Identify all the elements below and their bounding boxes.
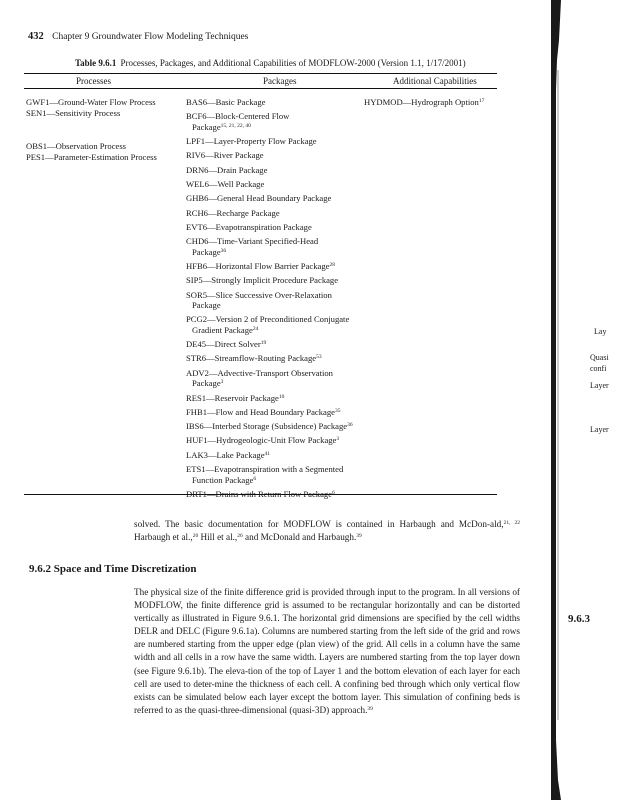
- package-cell: [186, 179, 366, 190]
- para2-ref: 39: [367, 705, 373, 712]
- package-name: EVT6—Evapotranspiration Package: [186, 221, 312, 232]
- process-cell: OBS1—Observation Process: [26, 141, 127, 151]
- package-ref: 19: [260, 340, 267, 347]
- facing-page-fragment: Quasi: [590, 353, 609, 362]
- package-name-continued: Function Package: [192, 474, 254, 485]
- package-line-continued: [186, 325, 366, 336]
- package-ref: 3: [220, 379, 224, 386]
- package-name: ETS1—Evapotranspiration with a Segmented: [186, 464, 344, 475]
- package-name-continued: Package: [192, 121, 221, 132]
- package-line: [186, 193, 366, 204]
- package-line-continued: [186, 122, 366, 133]
- package-line: [186, 208, 366, 219]
- intro-paragraph: [134, 518, 520, 544]
- package-name: ADV2—Advective-Transport Observation: [186, 367, 333, 378]
- package-line: [186, 314, 366, 325]
- column-header-processes: Processes: [76, 76, 111, 86]
- package-line: [186, 179, 366, 190]
- package-name: DRT1—Drains with Return Flow Package: [186, 488, 333, 499]
- package-name-continued: Package: [192, 246, 221, 257]
- table-caption: [75, 58, 466, 68]
- spine-edge: [551, 0, 561, 800]
- package-line-continued: [186, 300, 366, 311]
- package-ref: 10: [278, 393, 285, 400]
- package-name: BCF6—Block-Centered Flow: [186, 111, 290, 122]
- package-ref: 36: [347, 422, 353, 429]
- package-cell: [186, 435, 366, 446]
- page-number: 432: [28, 31, 44, 42]
- facing-page-fragment: confi: [590, 364, 607, 373]
- package-name: HFB6—Horizontal Flow Barrier Package: [186, 260, 330, 271]
- para1-text-3: Hill et al.,: [198, 532, 238, 542]
- para1-ref-2: 20: [192, 533, 199, 539]
- capabilities-column: [364, 97, 504, 108]
- running-title: Chapter 9 Groundwater Flow Modeling Techniques: [52, 32, 249, 42]
- package-name: DRN6—Drain Package: [186, 164, 268, 175]
- facing-page-fragment: Layer: [590, 381, 609, 390]
- package-cell: [186, 165, 366, 176]
- table-header-rule: [24, 88, 497, 89]
- table-caption-label: Table 9.6.1: [75, 58, 117, 68]
- package-name: CHD6—Time-Variant Specified-Head: [186, 236, 319, 247]
- para2-text: The physical size of the finite difference grid is provided through input to the program. In all versions of MODFLOW, the finite difference grid is assumed to be rectangular horizontally and can be distorted vertically as illustrated in Figure 9.6.1. The horizontal grid dimensions are specified by the cell widths DELR and DELC (Figure 9.6.1a). Columns are numbered starting from the left side of the grid and rows are numbered starting from the upper edge (plan view) of the grid. All cells in a column have the same width and all cells in a row have the same width. Layers are numbered starting from the top layer down (see Figure 9.6.1b). The eleva-tion of the top of Layer 1 and the bottom elevation of each layer for each cell are used to deter-mine the thickness of each cell. A confining bed through which only vertical flow exists can be simulated below each layer except the bottom layer. This simulation of confining beds is referred to as the quasi-three-dimensional (quasi-3D) approach.: [134, 587, 520, 715]
- package-name: IBS6—Interbed Storage (Subsidence) Package: [186, 421, 348, 432]
- package-cell: [186, 290, 366, 311]
- package-ref: 41: [264, 450, 271, 457]
- facing-page-fragment: Lay: [594, 327, 607, 336]
- package-line: [186, 353, 366, 364]
- package-name: WEL6—Well Package: [186, 178, 265, 189]
- table-bottom-rule: [24, 494, 497, 495]
- package-line: [186, 435, 366, 446]
- package-name: DE45—Direct Solver: [186, 339, 261, 350]
- table-top-rule: [24, 73, 497, 74]
- package-line: [186, 290, 366, 301]
- package-cell: [186, 150, 366, 161]
- body-paragraph: [134, 586, 520, 717]
- processes-column: [26, 97, 176, 162]
- facing-page-section-number: 9.6.3: [568, 613, 590, 625]
- para1-text-4: and McDonald and Harbaugh.: [242, 532, 357, 542]
- package-ref: 53: [316, 354, 322, 361]
- package-name: STR6—Streamflow-Routing Package: [186, 353, 317, 364]
- package-name: HUF1—Hydrogeologic-Unit Flow Package: [186, 435, 337, 446]
- package-line: [186, 150, 366, 161]
- package-line: [186, 339, 366, 350]
- section-heading: 9.6.2 Space and Time Discretization: [29, 563, 197, 575]
- package-cell: [186, 464, 366, 485]
- package-ref: 36: [220, 247, 227, 254]
- book-spine-shadow: [551, 0, 561, 800]
- packages-column: [186, 97, 366, 503]
- running-header: [28, 31, 248, 42]
- package-cell: [186, 193, 366, 204]
- package-line-continued: [186, 247, 366, 258]
- package-name-continued: Package: [192, 300, 221, 311]
- package-name-continued: Package: [192, 378, 221, 389]
- package-line: [186, 261, 366, 272]
- capability-cell: [364, 97, 504, 108]
- package-cell: [186, 393, 366, 404]
- package-cell: [186, 353, 366, 364]
- package-ref: 28: [329, 261, 335, 268]
- column-header-packages: Packages: [263, 76, 297, 86]
- package-line: [186, 222, 366, 233]
- package-cell: [186, 97, 366, 108]
- package-ref: 6: [332, 489, 335, 496]
- package-line: [186, 275, 366, 286]
- para1-ref-1: 21, 22: [503, 520, 520, 526]
- package-name: RIV6—River Package: [186, 150, 264, 161]
- package-cell: [186, 208, 366, 219]
- package-line: [186, 97, 366, 108]
- process-cell: GWF1—Ground-Water Flow Process: [26, 97, 156, 107]
- package-name: RCH6—Recharge Package: [186, 207, 280, 218]
- package-ref: 3: [336, 436, 340, 443]
- package-line-continued: [186, 475, 366, 486]
- package-name: BAS6—Basic Package: [186, 97, 266, 107]
- package-cell: [186, 136, 366, 147]
- package-name: LPF1—Layer-Property Flow Package: [186, 136, 317, 147]
- package-name: SIP5—Strongly Implicit Procedure Package: [186, 275, 339, 286]
- package-ref: 6: [253, 475, 257, 482]
- package-cell: [186, 222, 366, 233]
- package-cell: [186, 421, 366, 432]
- package-name: RES1—Reservoir Package: [186, 392, 279, 403]
- package-line: [186, 136, 366, 147]
- package-cell: [186, 111, 366, 132]
- package-name: FHB1—Flow and Head Boundary Package: [186, 406, 335, 417]
- package-name: GHB6—General Head Boundary Package: [186, 193, 332, 204]
- package-name: LAK3—Lake Package: [186, 449, 265, 460]
- package-line-continued: [186, 378, 366, 389]
- package-name: PCG2—Version 2 of Preconditioned Conjugate: [186, 314, 350, 325]
- capability-ref: 17: [478, 98, 485, 104]
- table-caption-text: Processes, Packages, and Additional Capabilities of MODFLOW-2000 (Version 1.1, 1/17/2001): [120, 58, 466, 68]
- process-cell: SEN1—Sensitivity Process: [26, 107, 121, 118]
- facing-page-fragment: Layer: [590, 425, 609, 434]
- para1-ref-4: 39: [356, 533, 362, 539]
- package-line: [186, 421, 366, 432]
- package-line: [186, 407, 366, 418]
- package-line: [186, 165, 366, 176]
- package-cell: [186, 339, 366, 350]
- package-line: [186, 368, 366, 379]
- package-line: [186, 464, 366, 475]
- package-ref: 15, 21, 22, 40: [220, 122, 251, 129]
- package-line: [186, 236, 366, 247]
- capability-text: HYDMOD—Hydrograph Option: [364, 97, 479, 107]
- package-line: [186, 393, 366, 404]
- package-ref: 24: [252, 325, 259, 332]
- package-cell: [186, 275, 366, 286]
- package-cell: [186, 236, 366, 257]
- package-line: [186, 450, 366, 461]
- package-line: [186, 111, 366, 122]
- package-cell: [186, 368, 366, 389]
- column-header-capabilities: Additional Capabilities: [393, 76, 477, 86]
- package-cell: [186, 314, 366, 335]
- package-cell: [186, 407, 366, 418]
- package-ref: 35: [334, 407, 341, 414]
- package-name-continued: Gradient Package: [192, 324, 253, 335]
- para1-text-2: Harbaugh et al.,: [134, 532, 193, 542]
- package-name: SOR5—Slice Successive Over-Relaxation: [186, 289, 332, 300]
- para1-ref-3: 26: [237, 533, 243, 539]
- package-cell: [186, 261, 366, 272]
- process-cell: PES1—Parameter-Estimation Process: [26, 151, 157, 162]
- package-cell: [186, 450, 366, 461]
- para1-text-1: solved. The basic documentation for MODFLOW is contained in Harbaugh and McDon-ald,: [134, 519, 504, 529]
